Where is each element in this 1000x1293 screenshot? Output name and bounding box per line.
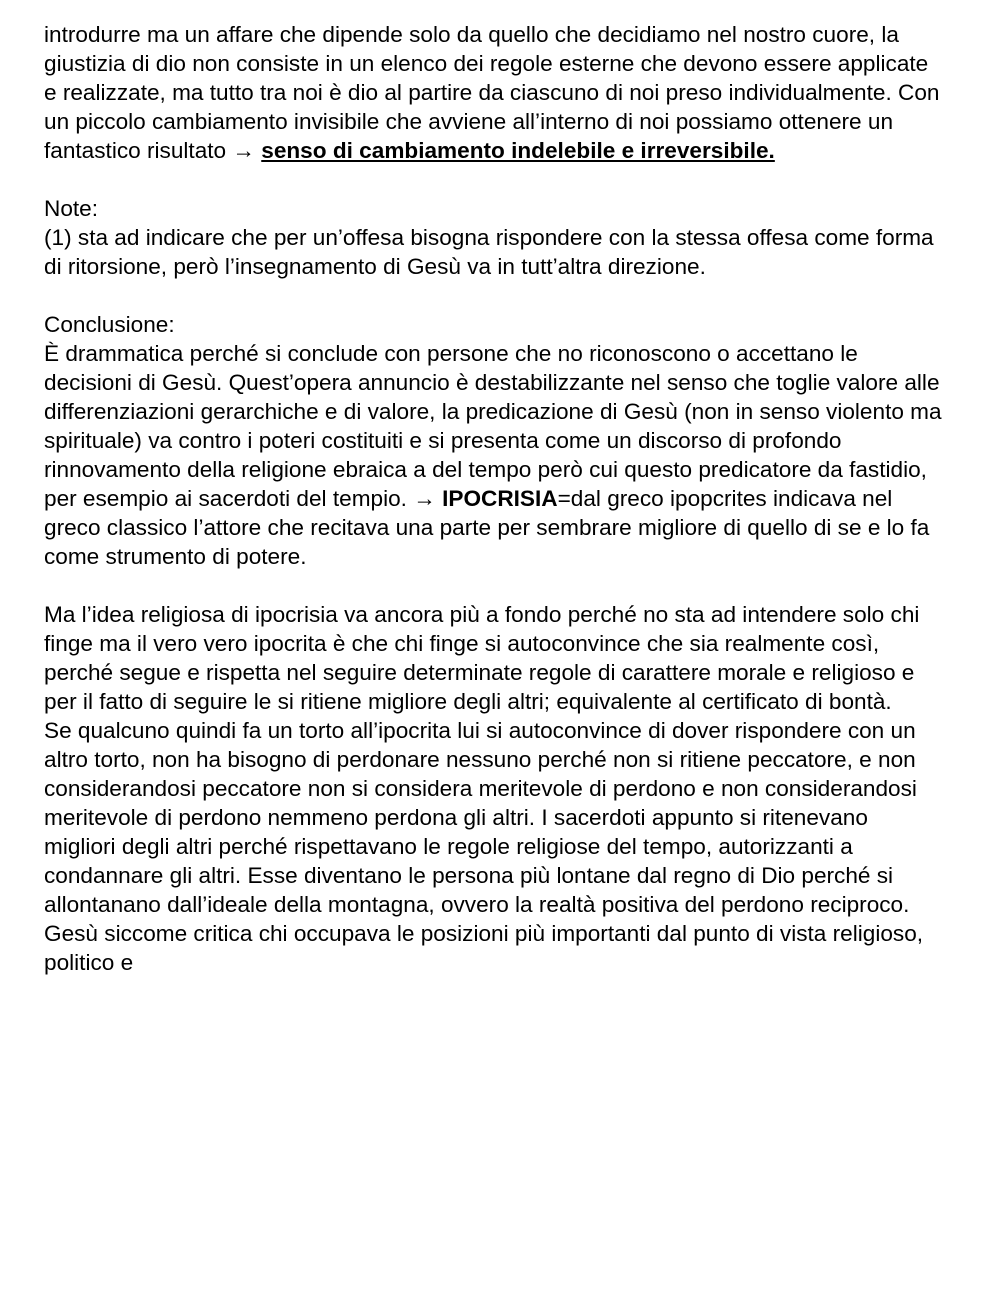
intro-text: introdurre ma un affare che dipende solo da quello che decidiamo nel nostro cuore, la giustizia di dio non consiste in un elenco dei regole esterne che devono essere applicate e realizzate, ma tutto tra noi è dio al partire da ciascuno di noi preso individualmente. Con un piccolo cambiamento invisibile che avviene all’interno di noi possiamo ottenere un fantastico risultato → xyxy=(44,22,940,163)
intro-paragraph xyxy=(44,20,944,165)
paragraph-gap xyxy=(44,165,944,194)
hypocrisy-paragraph-2: Se qualcuno quindi fa un torto all’ipocrita lui si autoconvince di dover rispondere con un altro torto, non ha bisogno di perdonare nessuno perché non si ritiene peccatore, e non considerandosi peccatore non si considera meritevole di perdono e non considerandosi meritevole di perdono nemmeno perdona gli altri. I sacerdoti appunto si ritenevano migliori degli altri perché rispettavano le regole religiose del tempo, autorizzanti a condannare gli altri. Esse diventano le persona più lontane dal regno di Dio perché si allontanano dall’ideale della montagna, ovvero la realtà positiva del perdono reciproco. Gesù siccome critica chi occupava le posizioni più importanti dal punto di vista religioso, politico e xyxy=(44,718,924,975)
conclusion-text-before: È drammatica perché si conclude con persone che no riconoscono o accettano le decisioni di Gesù. Quest’opera annuncio è destabilizzante nel senso che toglie valore alle differenziazioni gerarchiche e di valore, la predicazione di Gesù (non in senso violento ma spirituale) va contro i poteri costituiti e si presenta come un discorso di profondo rinnovamento della religione ebraica a del tempo però cui questo predicatore da fastidio, per esempio ai sacerdoti del tempio. → xyxy=(44,341,942,511)
notes-text: (1) sta ad indicare che per un’offesa bisogna rispondere con la stessa offesa come forma di ritorsione, però l’insegnamento di Gesù va in tutt’altra direzione. xyxy=(44,225,934,279)
conclusion-heading: Conclusione: xyxy=(44,312,175,337)
conclusion-term: IPOCRISIA xyxy=(442,486,558,511)
paragraph-gap xyxy=(44,281,944,310)
intro-emphasis: senso di cambiamento indelebile e irreversibile. xyxy=(261,138,775,163)
conclusion-text-after: =dal greco ipopcrites indicava nel greco classico l’attore che recitava una parte per sembrare migliore di quello di se e lo fa come strumento di potere. xyxy=(44,486,930,569)
paragraph-gap xyxy=(44,571,944,600)
notes-heading: Note: xyxy=(44,196,99,221)
document-page xyxy=(44,20,944,977)
hypocrisy-paragraph-1: Ma l’idea religiosa di ipocrisia va ancora più a fondo perché no sta ad intendere solo chi finge ma il vero vero ipocrita è che chi finge si autoconvince che sia realmente così, perché segue e rispetta nel seguire determinate regole di carattere morale e religioso e per il fatto di seguire le si ritiene migliore degli altri; equivalente al certificato di bontà. xyxy=(44,602,920,714)
conclusion-paragraph xyxy=(44,339,944,571)
